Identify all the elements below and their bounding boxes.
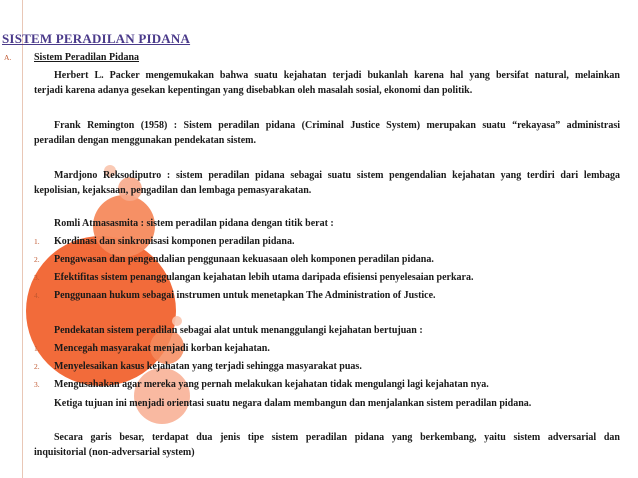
romli-item-marker: 2.	[34, 255, 40, 264]
pendekatan-item-marker: 2.	[34, 362, 40, 371]
romli-item-marker: 1.	[34, 237, 40, 246]
pendekatan-item: Mencegah masyarakat menjadi korban kejahatan.	[54, 343, 270, 354]
page-title: SISTEM PERADILAN PIDANA	[2, 31, 191, 46]
pendekatan-item: Mengusahakan agar mereka yang pernah melakukan kejahatan tidak mengulangi lagi kejahatan nya.	[54, 379, 489, 390]
pendekatan-closing: Ketiga tujuan ini menjadi orientasi suatu negara dalam membangun dan menjalankan sistem peradilan pidana.	[54, 398, 532, 409]
section-marker: A.	[4, 53, 12, 62]
pendekatan-item: Menyelesaikan kasus kejahatan yang terjadi sehingga masyarakat puas.	[54, 361, 362, 372]
mardjono-line-2: kepolisian, kejaksaan, pengadilan dan lembaga pemasyarakatan.	[34, 185, 312, 196]
pendekatan-intro: Pendekatan sistem peradilan sebagai alat untuk menanggulangi kejahatan bertujuan :	[54, 325, 423, 336]
romli-item: Penggunaan hukum sebagai instrumen untuk menetapkan The Administration of Justice.	[54, 290, 436, 301]
romli-item: Kordinasi dan sinkronisasi komponen peradilan pidana.	[54, 236, 295, 247]
romli-item-marker: 3.	[34, 273, 40, 282]
romli-item-marker: 4.	[34, 291, 40, 300]
remington-line-2: peradilan dengan menggunakan pendekatan sistem.	[34, 135, 256, 146]
packer-line-2: terjadi karena adanya gesekan kepentingan yang disebabkan oleh masalah sosial, ekonomi dan politik.	[34, 85, 473, 96]
pendekatan-item-marker: 3.	[34, 380, 40, 389]
garis-besar-line-2: inquisitorial (non-adversarial system)	[34, 447, 195, 458]
section-heading: Sistem Peradilan Pidana	[34, 52, 140, 63]
garis-besar-line-1: Secara garis besar, terdapat dua jenis tipe sistem peradilan pidana yang berkembang, yaitu sistem adversarial dan	[54, 432, 620, 443]
pendekatan-item-marker: 1.	[34, 344, 40, 353]
packer-line-1: Herbert L. Packer mengemukakan bahwa suatu kejahatan terjadi bukanlah karena hal yang bersifat natural, melainkan	[54, 70, 620, 81]
romli-item: Pengawasan dan pengendalian penggunaan kekuasaan oleh komponen peradilan pidana.	[54, 254, 434, 265]
romli-intro: Romli Atmasasmita : sistem peradilan pidana dengan titik berat :	[54, 218, 334, 229]
romli-item: Efektifitas sistem penanggulangan kejahatan lebih utama daripada efisiensi penyelesaian perkara.	[54, 272, 474, 283]
mardjono-line-1: Mardjono Reksodiputro : sistem peradilan pidana sebagai suatu sistem pengendalian kejahatan yang terdiri dari lembaga	[54, 170, 620, 181]
remington-line-1: Frank Remington (1958) : Sistem peradilan pidana (Criminal Justice System) merupakan suatu “rekayasa” administrasi	[54, 120, 620, 131]
